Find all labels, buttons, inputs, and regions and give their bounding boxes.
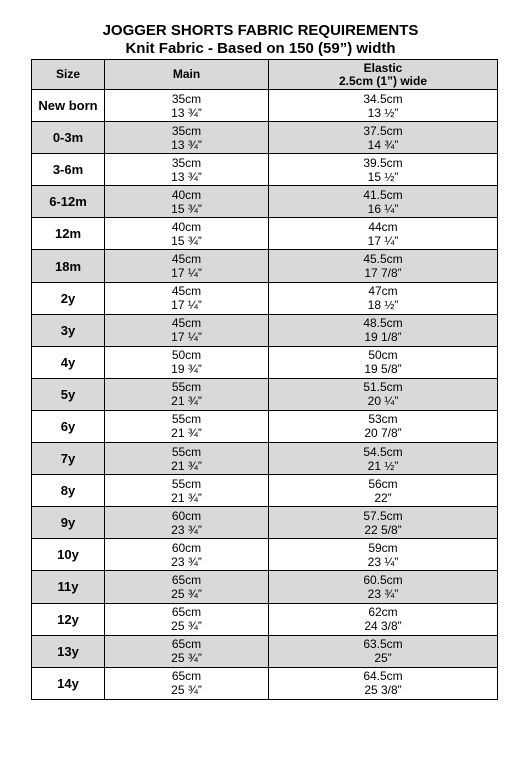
header-elastic-line1: Elastic [363,60,403,75]
elastic-cell-inches: 15 ½” [367,169,399,184]
elastic-cell-inches: 14 ¾” [367,137,399,152]
main-cell-inches: 21 ¾” [171,394,202,409]
main-cell [105,218,269,250]
main-cell [105,410,269,442]
elastic-cell-inches: 25” [374,651,392,666]
size-cell: 5y [32,378,105,410]
elastic-cell [269,603,498,635]
page-subtitle: Knit Fabric - Based on 150 (59”) width [125,40,396,57]
main-cell [105,186,269,218]
size-cell: 12y [32,603,105,635]
main-cell [105,539,269,571]
size-cell: 9y [32,507,105,539]
header-main: Main [105,60,269,90]
elastic-cell [269,378,498,410]
elastic-cell-cm: 34.5cm [363,91,403,106]
main-cell [105,507,269,539]
main-cell-inches: 15 ¾” [171,201,202,216]
table-row [32,90,498,122]
main-cell-inches: 25 ¾” [171,619,202,634]
elastic-cell-inches: 20 ¼” [367,394,399,409]
elastic-cell-cm: 53cm [368,412,398,427]
main-cell-inches: 19 ¾” [171,362,202,377]
main-cell [105,314,269,346]
table-row [32,154,498,186]
main-cell-cm: 55cm [171,476,202,491]
elastic-cell-inches: 16 ¼” [367,201,399,216]
main-cell [105,122,269,154]
elastic-cell-inches: 25 3/8” [364,683,402,698]
main-cell [105,346,269,378]
main-cell-cm: 45cm [171,284,202,299]
main-cell-cm: 35cm [171,91,202,106]
main-cell [105,443,269,475]
table-row [32,507,498,539]
main-cell-inches: 21 ¾” [171,426,202,441]
main-cell-inches: 23 ¾” [171,554,202,569]
elastic-cell [269,186,498,218]
main-cell [105,571,269,603]
main-cell-cm: 50cm [171,348,202,363]
main-cell-inches: 21 ¾” [171,490,202,505]
main-cell-cm: 55cm [171,444,202,459]
elastic-cell-inches: 19 5/8” [364,362,402,377]
table-row [32,218,498,250]
size-cell: New born [32,90,105,122]
main-cell [105,250,269,282]
elastic-cell-cm: 63.5cm [363,637,403,652]
elastic-cell [269,250,498,282]
elastic-cell-inches: 22” [374,490,392,505]
main-cell-inches: 17 ¼” [171,330,202,345]
header-size: Size [32,60,105,90]
elastic-cell-cm: 59cm [368,540,398,555]
table-row [32,410,498,442]
fabric-requirements-table [31,59,498,700]
main-cell-cm: 60cm [171,508,202,523]
main-cell-cm: 35cm [171,123,202,138]
main-cell-cm: 65cm [171,637,202,652]
main-cell-cm: 65cm [171,572,202,587]
size-cell: 13y [32,635,105,667]
main-cell-inches: 13 ¾” [171,169,202,184]
elastic-cell [269,539,498,571]
table-row [32,475,498,507]
size-cell: 3-6m [32,154,105,186]
table-row [32,603,498,635]
main-cell-cm: 40cm [171,219,202,234]
elastic-cell-cm: 62cm [368,605,398,620]
elastic-cell [269,667,498,699]
elastic-cell [269,122,498,154]
elastic-cell-cm: 64.5cm [363,669,403,684]
size-cell: 8y [32,475,105,507]
table-row [32,282,498,314]
size-cell: 10y [32,539,105,571]
elastic-cell-inches: 17 ¼” [367,233,399,248]
main-cell [105,635,269,667]
main-cell [105,90,269,122]
table-row [32,539,498,571]
size-cell: 7y [32,443,105,475]
main-cell-inches: 25 ¾” [171,683,202,698]
elastic-cell-inches: 22 5/8” [364,522,402,537]
main-cell-cm: 60cm [171,540,202,555]
elastic-cell-cm: 60.5cm [363,572,403,587]
elastic-cell-inches: 21 ½” [367,458,399,473]
elastic-cell [269,346,498,378]
main-cell [105,475,269,507]
elastic-cell-cm: 48.5cm [363,316,403,331]
elastic-cell-cm: 37.5cm [363,123,403,138]
main-cell-cm: 40cm [171,187,202,202]
elastic-cell-cm: 51.5cm [363,380,403,395]
elastic-cell [269,475,498,507]
elastic-cell-cm: 39.5cm [363,155,403,170]
main-cell-inches: 25 ¾” [171,651,202,666]
elastic-cell [269,635,498,667]
elastic-cell-cm: 50cm [368,348,398,363]
main-cell-inches: 17 ¼” [171,298,202,313]
table-row [32,314,498,346]
table-row [32,378,498,410]
table-row [32,122,498,154]
size-cell: 6y [32,410,105,442]
elastic-cell [269,154,498,186]
main-cell [105,378,269,410]
elastic-cell-cm: 47cm [368,284,398,299]
main-cell-cm: 65cm [171,669,202,684]
elastic-cell-inches: 24 3/8” [364,619,402,634]
main-cell-cm: 65cm [171,605,202,620]
elastic-cell-cm: 45.5cm [363,252,403,267]
elastic-cell [269,507,498,539]
elastic-cell [269,282,498,314]
page-title: JOGGER SHORTS FABRIC REQUIREMENTS [102,22,419,39]
main-cell [105,603,269,635]
main-cell-inches: 13 ¾” [171,137,202,152]
size-cell: 12m [32,218,105,250]
main-cell-inches: 23 ¾” [171,522,202,537]
size-cell: 0-3m [32,122,105,154]
size-cell: 2y [32,282,105,314]
elastic-cell-cm: 57.5cm [363,508,403,523]
header-elastic-line2: 2.5cm (1”) wide [338,73,428,88]
table-header-row [32,60,498,90]
table-row [32,571,498,603]
elastic-cell-inches: 18 ½” [367,298,399,313]
size-cell: 3y [32,314,105,346]
table-row [32,635,498,667]
elastic-cell-inches: 19 1/8” [364,330,402,345]
elastic-cell-cm: 56cm [368,476,398,491]
main-cell [105,667,269,699]
table-body [32,90,498,700]
header-elastic [269,60,498,90]
size-cell: 6-12m [32,186,105,218]
main-cell-inches: 25 ¾” [171,586,202,601]
size-cell: 4y [32,346,105,378]
elastic-cell-inches: 13 ½” [367,105,399,120]
size-cell: 11y [32,571,105,603]
elastic-cell [269,443,498,475]
main-cell-inches: 15 ¾” [171,233,202,248]
elastic-cell-inches: 23 ¾” [367,586,399,601]
elastic-cell [269,90,498,122]
main-cell-inches: 13 ¾” [171,105,202,120]
elastic-cell-cm: 44cm [368,219,398,234]
main-cell-cm: 55cm [171,380,202,395]
table-row [32,186,498,218]
table-row [32,346,498,378]
main-cell-inches: 21 ¾” [171,458,202,473]
elastic-cell-cm: 41.5cm [363,187,403,202]
main-cell [105,154,269,186]
size-cell: 14y [32,667,105,699]
elastic-cell-cm: 54.5cm [363,444,403,459]
main-cell-cm: 45cm [171,252,202,267]
elastic-cell-inches: 17 7/8” [364,266,402,281]
main-cell [105,282,269,314]
main-cell-cm: 35cm [171,155,202,170]
elastic-cell [269,218,498,250]
elastic-cell [269,314,498,346]
elastic-cell [269,571,498,603]
table-row [32,250,498,282]
main-cell-inches: 17 ¼” [171,266,202,281]
table-row [32,443,498,475]
main-cell-cm: 55cm [171,412,202,427]
elastic-cell [269,410,498,442]
size-cell: 18m [32,250,105,282]
elastic-cell-inches: 23 ¼” [367,554,399,569]
main-cell-cm: 45cm [171,316,202,331]
elastic-cell-inches: 20 7/8” [364,426,402,441]
table-row [32,667,498,699]
